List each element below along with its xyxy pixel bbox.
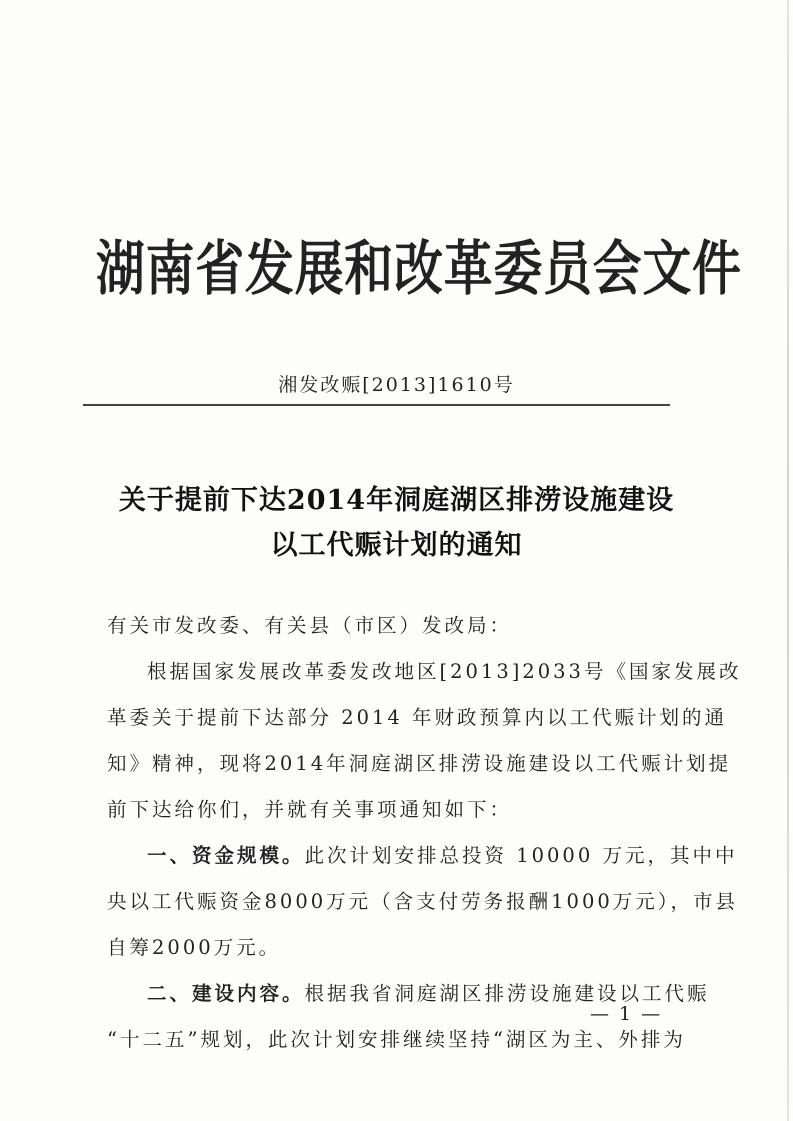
section-2-heading: 二、建设内容。: [147, 982, 305, 1005]
paragraph-line: 革委关于提前下达部分 2014 年财政预算内以工代赈计划的通: [107, 706, 728, 729]
paragraph-line: 自筹2000万元。: [107, 936, 282, 959]
section-1-first-line: [147, 840, 738, 868]
paragraph-line: “十二五”规划，此次计划安排继续坚持“湖区为主、外排为: [107, 1028, 686, 1051]
page-number: — 1 —: [590, 1003, 663, 1025]
section-1-text: 此次计划安排总投资 10000 万元，其中中: [304, 844, 738, 867]
section-2-first-line: [147, 978, 727, 1006]
paragraph-line: 前下达给你们，并就有关事项通知如下：: [107, 798, 513, 821]
notice-title-line-1: 关于提前下达2014年洞庭湖区排涝设施建设: [118, 485, 675, 516]
salutation: 有关市发改委、有关县（市区）发改局：: [107, 614, 513, 637]
paragraph-line: 知》精神，现将2014年洞庭湖区排涝设施建设以工代赈计划提: [107, 752, 732, 775]
issuing-authority-title: 湖南省发展和改革委员会文件: [96, 235, 742, 304]
section-2-text: 根据我省洞庭湖区排涝设施建设以工代赈: [304, 982, 710, 1005]
header-divider: [83, 404, 670, 406]
notice-title-line-2: 以工代赈计划的通知: [270, 530, 523, 561]
section-1-heading: 一、资金规模。: [147, 844, 305, 867]
document-number: 湘发改赈[2013]1610号: [278, 374, 515, 396]
paragraph-line: 根据国家发展改革委发改地区[2013]2033号《国家发展改: [147, 660, 742, 683]
paragraph-line: 央以工代赈资金8000万元（含支付劳务报酬1000万元），市县: [107, 890, 739, 913]
